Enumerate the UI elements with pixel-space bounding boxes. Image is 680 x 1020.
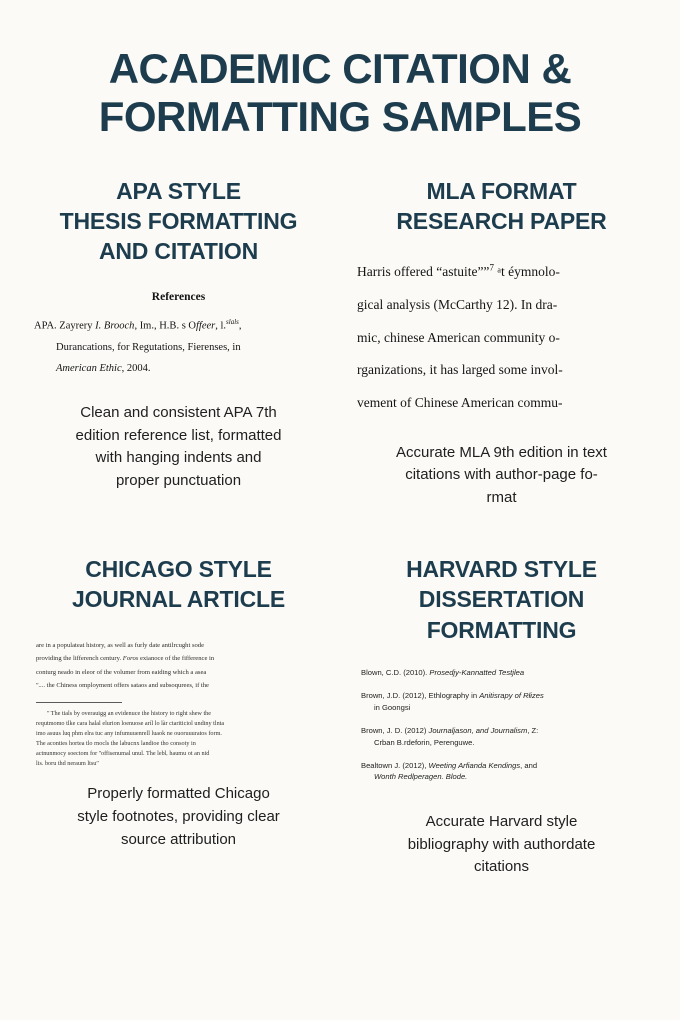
section-mla-title — [347, 176, 656, 237]
harvard-entry-1-line-1 — [361, 667, 642, 678]
section-apa-title — [24, 176, 333, 267]
harvard-entry-2-line-2: in Goongsi — [374, 702, 411, 712]
section-harvard — [347, 554, 656, 879]
section-chicago — [24, 554, 333, 879]
chicago-footnote-line-2: requtmomo tlke cara halal elurion loenuose aríl lo làr ctariticiol undiny tlnta — [36, 719, 225, 727]
apa-reference-entry — [32, 315, 325, 380]
chicago-body-text — [32, 625, 325, 693]
harvard-seg-6: Journaljason, and Journalism — [428, 726, 528, 736]
harvard-bibliography-entry — [361, 760, 642, 783]
harvard-entry-2-line-1 — [361, 690, 642, 701]
harvard-seg-3: Brown, J.D. (2012), Ethlography in — [361, 691, 480, 701]
mla-body-line-5: vement of Chinese American commu- — [357, 394, 563, 410]
section-harvard-title — [347, 554, 656, 645]
mla-seg-1: Harris offered “astuite”” — [357, 264, 490, 280]
apa-references-heading: References — [151, 290, 206, 303]
apa-reference-line-1 — [34, 315, 325, 337]
harvard-seg-10: , and — [520, 761, 538, 771]
harvard-seg-9: Weeting Arfianda Kendings — [428, 761, 521, 771]
mla-caption-line-1: Accurate MLA 9th edition in text — [396, 443, 607, 461]
harvard-entry-3-line-2: Crban B.rdeforin, Perenguwe. — [374, 737, 475, 747]
mla-body-line-1 — [357, 256, 646, 289]
apa-caption-line-2: edition reference list, formatted — [75, 426, 282, 444]
chicago-body-line-4: ʺ.... the Chiness omployment offers sataos and subsoqurees, if the — [36, 682, 209, 690]
page-title — [0, 0, 680, 142]
harvard-entry-4-line-1 — [361, 760, 642, 771]
mla-sample-document — [347, 246, 656, 419]
chicago-footnote-line-4: The aconties hortea tlo rnocls the labucnx landioe tho consoty in — [36, 739, 196, 747]
apa-ref-seg-8: American Ethic — [56, 363, 122, 375]
mla-body-line-4: rganizations, it has larged some invol- — [357, 362, 563, 378]
apa-caption — [24, 402, 333, 493]
section-apa-title-line-3: AND CITATION — [98, 238, 258, 265]
harvard-entry-4-line-2 — [361, 771, 642, 782]
section-apa-title-line-2: THESIS FORMATTING — [59, 207, 298, 234]
apa-ref-seg-5: , l. — [215, 320, 227, 332]
harvard-caption-line-3: citations — [473, 858, 530, 876]
apa-ref-seg-3: , Im., H.B. s O — [134, 320, 196, 332]
apa-ref-seg-2: I. Brooch — [95, 320, 135, 332]
mla-footnote-marker: 7 — [489, 262, 494, 273]
mla-caption-line-3: rmat — [486, 489, 517, 507]
harvard-bibliography-list — [355, 655, 648, 783]
chicago-seg-1: providing the lifferench century. — [36, 655, 123, 663]
apa-caption-line-3: with hanging indents and — [95, 449, 262, 467]
harvard-seg-11: Wonth Redlperagen. Blode. — [374, 772, 468, 782]
section-mla-title-line-2: RESEARCH PAPER — [396, 207, 607, 234]
section-apa — [24, 176, 333, 510]
chicago-seg-3: exianoce of the fifference in — [138, 655, 215, 663]
harvard-bibliography-entry — [361, 690, 642, 713]
apa-ref-seg-4: ffeer — [195, 320, 216, 332]
mla-body-line-3: mic, chinese American community o- — [357, 329, 560, 345]
chicago-caption-line-1: Properly formatted Chicago — [87, 785, 270, 803]
apa-caption-line-4: proper punctuation — [115, 472, 242, 490]
harvard-seg-7: , Z: — [527, 726, 539, 736]
section-chicago-title-line-1: CHICAGO STYLE — [85, 555, 272, 582]
harvard-caption-line-1: Accurate Harvard style — [425, 812, 578, 830]
mla-caption — [347, 442, 656, 510]
chicago-footnote-separator-rule — [36, 702, 122, 703]
section-apa-title-line-1: APA STYLE — [116, 177, 241, 204]
harvard-sample-document — [347, 655, 656, 795]
apa-ref-seg-6: slals — [226, 317, 239, 326]
harvard-caption-line-2: bibliography with authordate — [407, 835, 596, 853]
chicago-seg-2: Foros — [122, 655, 139, 663]
apa-reference-line-2: Durancations, for Regutations, Fierenses, in — [56, 341, 241, 353]
mla-body-line-2: gical analysis (McCarthy 12). In dra- — [357, 296, 558, 312]
chicago-footnote-line-5: actnunmocy soectom for ʺoffisenumal unul. The leblᵣ haumu ot an nid — [36, 749, 210, 757]
harvard-seg-2: Prosedjy-Kannatted Testjlea — [429, 668, 525, 678]
section-harvard-title-line-2: DISSERTATION — [418, 586, 585, 613]
section-chicago-title-line-2: JOURNAL ARTICLE — [72, 586, 285, 613]
chicago-sample-document — [24, 625, 333, 769]
harvard-seg-1: Blown, C.D. (2010). — [361, 668, 430, 678]
samples-grid-row-2 — [0, 554, 680, 879]
harvard-entry-3-line-1 — [361, 725, 642, 736]
apa-ref-seg-7: , — [238, 320, 242, 332]
section-chicago-title — [24, 554, 333, 615]
mla-caption-line-2: citations with author-page fo- — [405, 466, 598, 484]
harvard-bibliography-entry — [361, 725, 642, 748]
section-mla — [347, 176, 656, 510]
apa-sample-document — [24, 277, 333, 380]
chicago-caption — [24, 783, 333, 851]
chicago-body-line-3: conturg neado in eleor of the volumer from eaiding which a asea — [36, 668, 207, 676]
harvard-seg-4: Anitisrapy of Rłizes — [479, 691, 544, 701]
harvard-seg-8: Bealtown J. (2012), — [361, 761, 429, 771]
chicago-footnote-line-1: ʺ The tials by overauigg an evidenuce the history to right shew the — [47, 709, 212, 717]
page-title-line-1: ACADEMIC CITATION & — [108, 45, 572, 92]
apa-caption-line-1: Clean and consistent APA 7th — [80, 403, 277, 421]
section-mla-title-line-1: MLA FORMAT — [426, 177, 577, 204]
harvard-bibliography-entry — [361, 667, 642, 678]
apa-ref-seg-1: APA. Zayrery — [34, 320, 96, 332]
harvard-caption — [347, 811, 656, 879]
section-harvard-title-line-1: HARVARD STYLE — [406, 555, 597, 582]
harvard-seg-5: Brown, J. D. (2012) — [361, 726, 429, 736]
page-title-line-2: FORMATTING SAMPLES — [98, 93, 582, 141]
section-harvard-title-line-3: FORMATTING — [426, 616, 577, 643]
chicago-caption-line-2: style footnotes, providing clear — [77, 807, 280, 825]
apa-reference-line-3 — [34, 358, 325, 380]
chicago-footnote-line-3: imo asuus luq phm elra tuc any infumuuenrell luaok ne ouoruuuratos form. — [36, 729, 222, 737]
chicago-body-line-2 — [36, 652, 321, 666]
chicago-footnote-line-6: lis. boru thd neraum ltsuʺ — [36, 760, 99, 767]
chicago-body-line-1: are in a populateat history, as well as furly date antilrcught sode — [36, 641, 205, 649]
chicago-footnote-text — [32, 709, 325, 769]
mla-seg-2: ᵃt éymnolo- — [493, 264, 560, 280]
apa-ref-seg-9: , 2004. — [121, 363, 151, 375]
samples-grid-row-1 — [0, 176, 680, 510]
mla-body-text — [355, 246, 648, 419]
chicago-caption-line-3: source attribution — [120, 830, 237, 848]
